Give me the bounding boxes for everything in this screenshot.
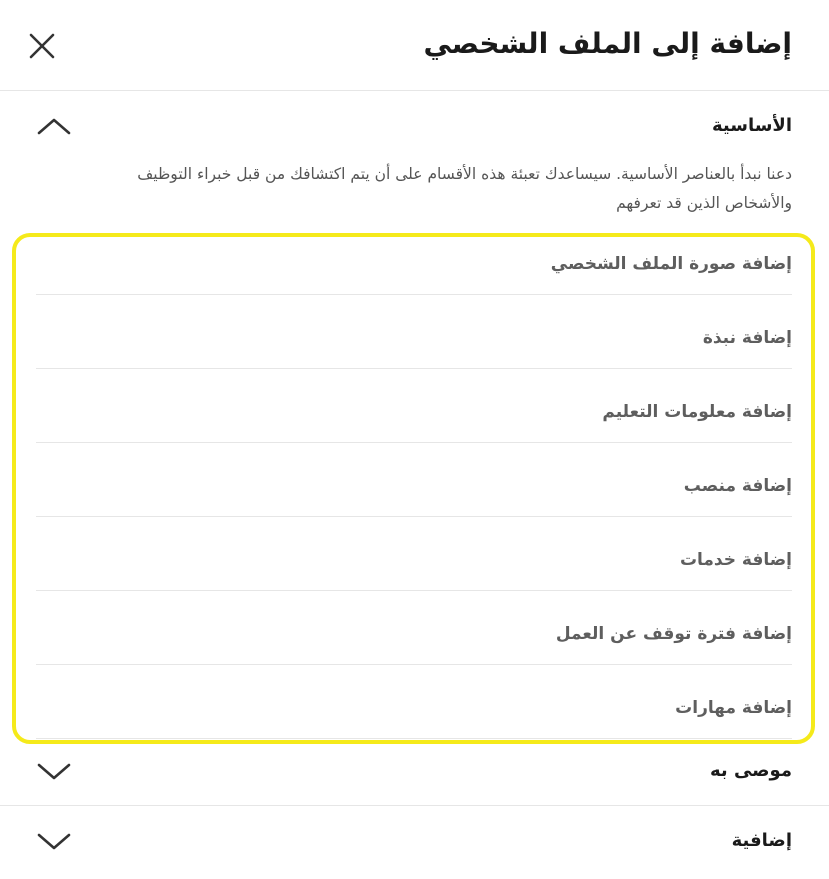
list-item-label: إضافة خدمات <box>679 550 792 570</box>
section-recommended-toggle[interactable] <box>0 736 829 806</box>
list-item-add-services[interactable] <box>36 517 792 591</box>
section-additional-label: إضافية <box>731 830 792 851</box>
close-icon <box>26 30 58 62</box>
list-item-label: إضافة مهارات <box>675 698 792 718</box>
section-recommended-label: موصى به <box>710 760 792 781</box>
chevron-down-icon <box>35 756 73 786</box>
list-item-add-position[interactable] <box>36 443 792 517</box>
section-core-description: دعنا نبدأ بالعناصر الأساسية. سيساعدك تعبئة هذه الأقسام على أن يتم اكتشافك من قبل خبراء التوظيف والأشخاص الذين قد تعرفهم <box>137 165 792 212</box>
dialog-title: إضافة إلى الملف الشخصي <box>423 27 792 60</box>
list-item-add-skills[interactable] <box>36 665 792 739</box>
list-item-add-education[interactable] <box>36 369 792 443</box>
section-additional-toggle[interactable] <box>0 806 829 876</box>
close-button[interactable] <box>26 30 58 62</box>
list-item-label: إضافة صورة الملف الشخصي <box>550 254 792 274</box>
list-item-label: إضافة معلومات التعليم <box>602 402 792 422</box>
chevron-up-icon <box>35 111 73 141</box>
section-core-toggle[interactable] <box>0 91 829 161</box>
list-item-label: إضافة منصب <box>683 476 792 496</box>
list-item-label: إضافة نبذة <box>702 328 792 348</box>
chevron-down-icon <box>35 826 73 856</box>
dialog-header <box>0 0 829 91</box>
list-item-add-career-break[interactable] <box>36 591 792 665</box>
section-core-label: الأساسية <box>712 115 792 136</box>
list-item-label: إضافة فترة توقف عن العمل <box>555 624 792 644</box>
list-item-add-about[interactable] <box>36 295 792 369</box>
list-item-add-profile-photo[interactable] <box>36 230 792 295</box>
core-items-list <box>36 230 792 739</box>
